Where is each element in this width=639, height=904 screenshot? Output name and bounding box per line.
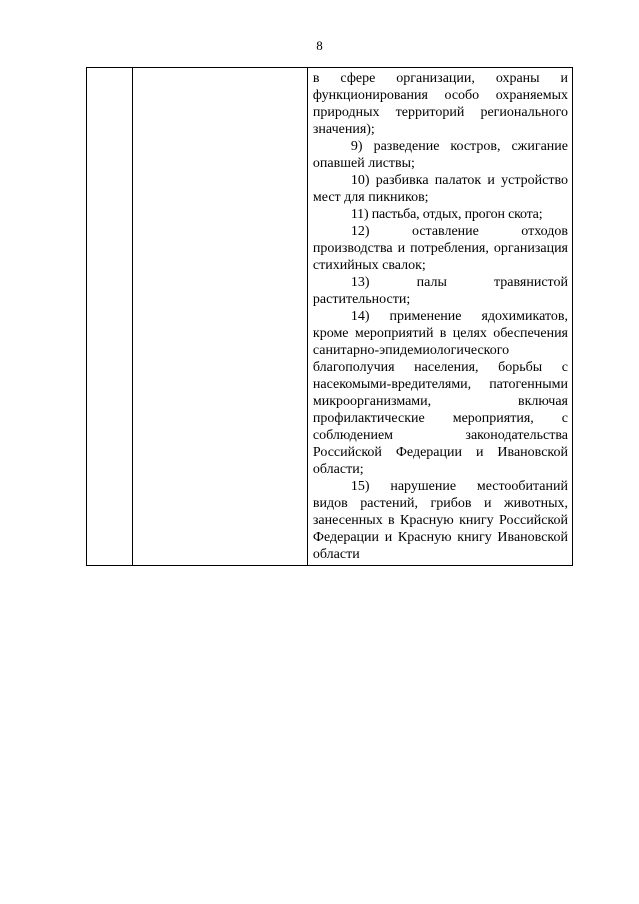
document-table <box>86 67 573 566</box>
restriction-item-14: 14) применение ядохимикатов, кроме мероприятий в целях обеспечения санитарно-эпидемиологического благополучия населения, борьбы с насекомыми-вредителями, патогенными микроорганизмами, включая профилактические мероприятия, с соблюдением законодательства Российской Федерации и Ивановской области; <box>312 309 568 477</box>
table-cell-restrictions <box>307 68 572 566</box>
table-cell-number <box>87 68 133 566</box>
page-number: 8 <box>316 38 323 53</box>
restriction-item-11: 11) пастьба, отдых, прогон скота; <box>350 207 543 222</box>
restriction-item-13: 13) палы травянистой растительности; <box>312 275 568 307</box>
table-cell-object <box>133 68 308 566</box>
restriction-continuation: в сфере организации, охраны и функционирования особо охраняемых природных территорий регионального значения); <box>312 71 568 137</box>
restriction-item-10: 10) разбивка палаток и устройство мест для пикников; <box>312 173 568 205</box>
restriction-item-15: 15) нарушение местообитаний видов растений, грибов и животных, занесенных в Красную книгу Российской Федерации и Красную книгу Ивановской области <box>312 479 568 562</box>
table-row <box>87 68 573 566</box>
restriction-item-12: 12) оставление отходов производства и потребления, организация стихийных свалок; <box>312 224 568 273</box>
restriction-item-9: 9) разведение костров, сжигание опавшей листвы; <box>312 139 568 171</box>
